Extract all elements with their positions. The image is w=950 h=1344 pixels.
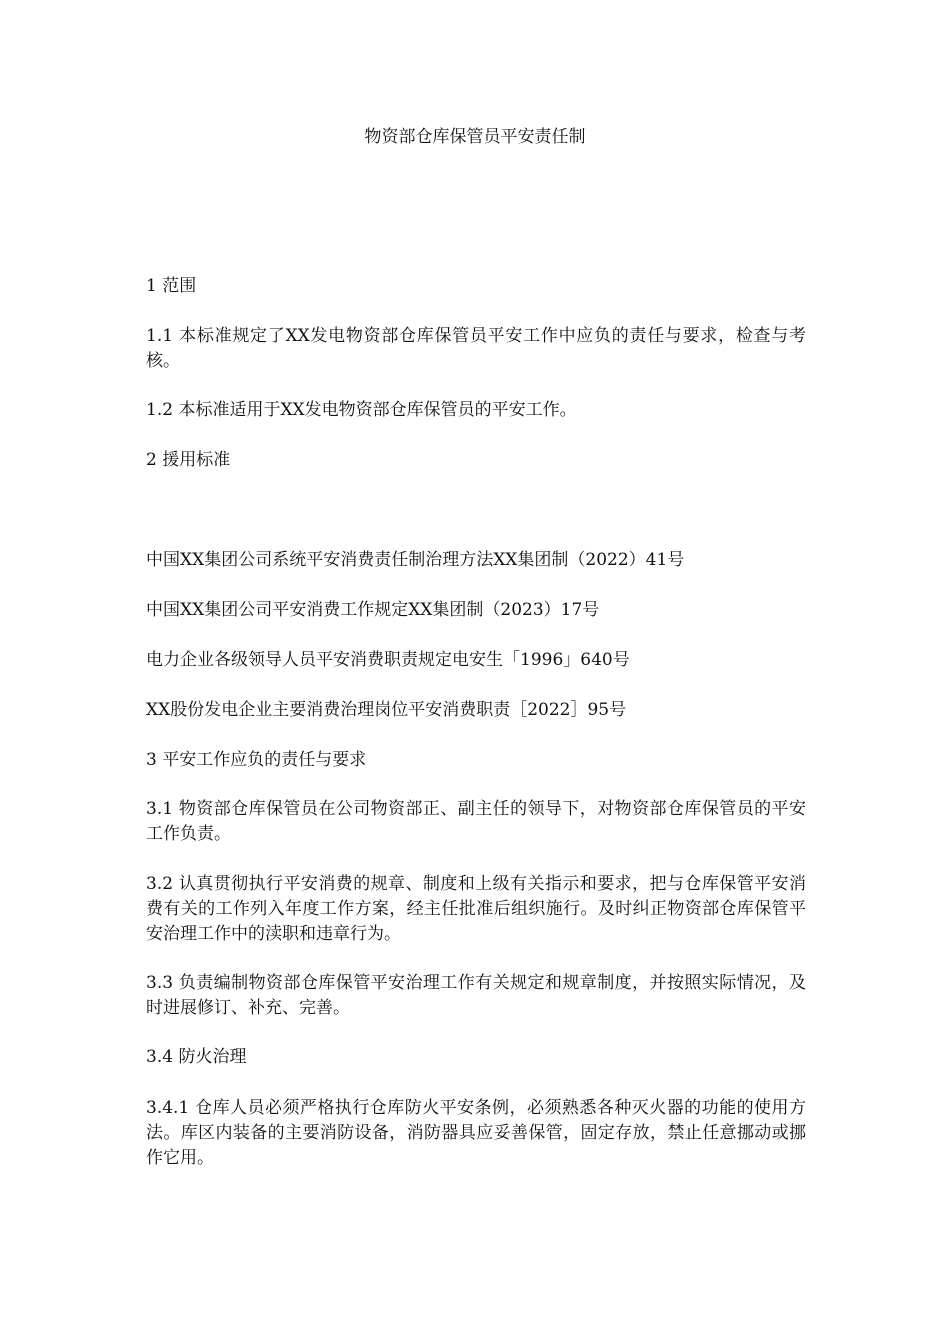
section-heading-fire-management: 3.4 防火治理 [146, 1047, 247, 1067]
section-heading-responsibilities: 3 平安工作应负的责任与要求 [146, 750, 367, 770]
paragraph-1-1: 1.1 本标准规定了XX发电物资部仓库保管员平安工作中应负的责任与要求，检查与考核。 [146, 326, 806, 371]
paragraph-1-2: 1.2 本标准适用于XX发电物资部仓库保管员的平安工作。 [146, 400, 577, 420]
paragraph-3-1: 3.1 物资部仓库保管员在公司物资部正、副主任的领导下，对物资部仓库保管员的平安工作负责。 [146, 799, 806, 844]
reference-item-4: XX股份发电企业主要消费治理岗位平安消费职责［2022］95号 [146, 700, 627, 720]
document-title: 物资部仓库保管员平安责任制 [364, 127, 586, 147]
paragraph-3-4-1: 3.4.1 仓库人员必须严格执行仓库防火平安条例，必须熟悉各种灭火器的功能的使用方法。库区内装备的主要消防设备，消防器具应妥善保管，固定存放，禁止任意挪动或挪作它用。 [146, 1098, 806, 1168]
reference-item-1: 中国XX集团公司系统平安消费责任制治理方法XX集团制（2022）41号 [146, 550, 685, 570]
section-heading-references: 2 援用标准 [146, 450, 231, 470]
reference-item-3: 电力企业各级领导人员平安消费职责规定电安生「1996」640号 [146, 650, 630, 670]
paragraph-3-3: 3.3 负责编制物资部仓库保管平安治理工作有关规定和规章制度，并按照实际情况，及时进展修订、补充、完善。 [146, 973, 806, 1018]
paragraph-3-2: 3.2 认真贯彻执行平安消费的规章、制度和上级有关指示和要求，把与仓库保管平安消费有关的工作列入年度工作方案，经主任批准后组织施行。及时纠正物资部仓库保管平安治理工作中的渎职和违章行为。 [146, 874, 806, 944]
reference-item-2: 中国XX集团公司平安消费工作规定XX集团制（2023）17号 [146, 600, 600, 620]
section-heading-scope: 1 范围 [146, 276, 197, 296]
